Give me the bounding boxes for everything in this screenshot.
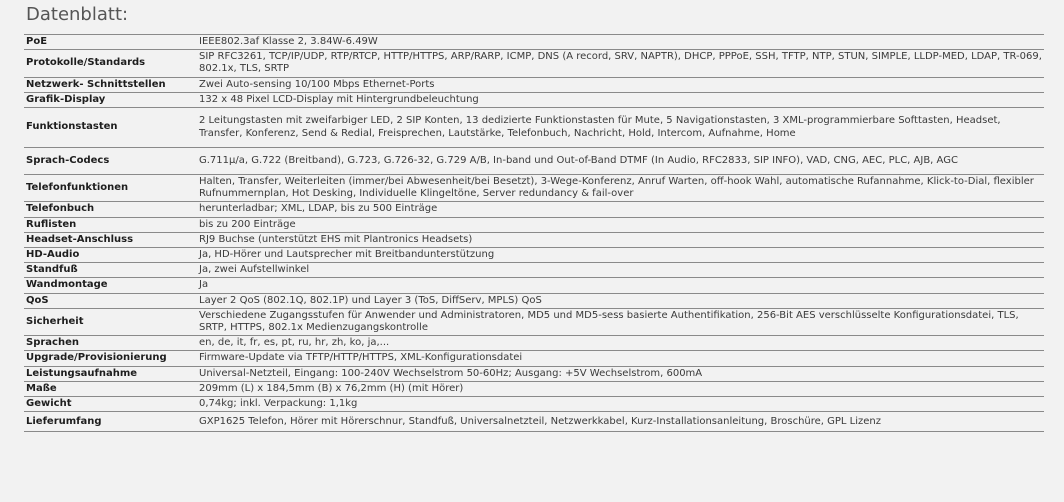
spec-row: [24, 248, 1044, 263]
spec-value: herunterladbar; XML, LDAP, bis zu 500 Einträge: [197, 202, 1044, 217]
spec-key: Sprachen: [24, 336, 197, 351]
spec-row: [24, 92, 1044, 107]
spec-key: Sprach-Codecs: [24, 148, 197, 175]
spec-key: Grafik-Display: [24, 92, 197, 107]
spec-key: Leistungsaufnahme: [24, 366, 197, 381]
spec-row: [24, 381, 1044, 396]
spec-key: Sicherheit: [24, 308, 197, 335]
spec-value: Zwei Auto-sensing 10/100 Mbps Ethernet-Ports: [197, 77, 1044, 92]
datasheet-page: [0, 2, 1064, 502]
spec-row: [24, 366, 1044, 381]
spec-key: Maße: [24, 381, 197, 396]
spec-key: Headset-Anschluss: [24, 232, 197, 247]
spec-value: 209mm (L) x 184,5mm (B) x 76,2mm (H) (mit Hörer): [197, 381, 1044, 396]
spec-value: Ja, zwei Aufstellwinkel: [197, 263, 1044, 278]
spec-value: SIP RFC3261, TCP/IP/UDP, RTP/RTCP, HTTP/HTTPS, ARP/RARP, ICMP, DNS (A record, SRV, NAPTR), DHCP, PPPoE, SSH, TFTP, NTP, STUN, SIMPLE, LLDP-MED, LDAP, TR-069, 802.1x, TLS, SRTP: [197, 50, 1044, 77]
spec-row: [24, 351, 1044, 366]
spec-row: [24, 202, 1044, 217]
spec-row: [24, 336, 1044, 351]
spec-key: Netzwerk- Schnittstellen: [24, 77, 197, 92]
spec-value: 132 x 48 Pixel LCD-Display mit Hintergrundbeleuchtung: [197, 92, 1044, 107]
spec-row: [24, 108, 1044, 148]
spec-row: [24, 148, 1044, 175]
page-title: Datenblatt:: [26, 4, 129, 25]
spec-key: Funktionstasten: [24, 108, 197, 148]
spec-row: [24, 397, 1044, 412]
spec-key: Wandmontage: [24, 278, 197, 293]
spec-key: Upgrade/Provisionierung: [24, 351, 197, 366]
spec-key: Ruflisten: [24, 217, 197, 232]
spec-key: Standfuß: [24, 263, 197, 278]
spec-value: en, de, it, fr, es, pt, ru, hr, zh, ko, ja,...: [197, 336, 1044, 351]
spec-key: Protokolle/Standards: [24, 50, 197, 77]
spec-value: GXP1625 Telefon, Hörer mit Hörerschnur, Standfuß, Universalnetzteil, Netzwerkkabel, Kurz-Installationsanleitung, Broschüre, GPL Lizenz: [197, 412, 1044, 432]
spec-table: [24, 34, 1044, 432]
spec-value: Ja, HD-Hörer und Lautsprecher mit Breitbandunterstützung: [197, 248, 1044, 263]
spec-row: [24, 278, 1044, 293]
spec-value: IEEE802.3af Klasse 2, 3.84W-6.49W: [197, 35, 1044, 50]
spec-row: [24, 217, 1044, 232]
spec-value: 0,74kg; inkl. Verpackung: 1,1kg: [197, 397, 1044, 412]
spec-row: [24, 412, 1044, 432]
spec-row: [24, 293, 1044, 308]
spec-row: [24, 232, 1044, 247]
spec-value: G.711µ/a, G.722 (Breitband), G.723, G.726-32, G.729 A/B, In-band und Out-of-Band DTMF (In Audio, RFC2833, SIP INFO), VAD, CNG, AEC, PLC, AJB, AGC: [197, 148, 1044, 175]
spec-value: Layer 2 QoS (802.1Q, 802.1P) und Layer 3 (ToS, DiffServ, MPLS) QoS: [197, 293, 1044, 308]
spec-row: [24, 50, 1044, 77]
spec-row: [24, 77, 1044, 92]
spec-row: [24, 35, 1044, 50]
spec-value: RJ9 Buchse (unterstützt EHS mit Plantronics Headsets): [197, 232, 1044, 247]
spec-value: 2 Leitungstasten mit zweifarbiger LED, 2 SIP Konten, 13 dedizierte Funktionstasten für Mute, 5 Navigationstasten, 3 XML-programmierbare Softtasten, Headset, Transfer, Konferenz, Send & Redial, Freisprechen, Lautstärke, Telefonbuch, Nachricht, Hold, Intercom, Aufnahme, Home: [197, 108, 1044, 148]
spec-key: PoE: [24, 35, 197, 50]
spec-value: Firmware-Update via TFTP/HTTP/HTTPS, XML-Konfigurationsdatei: [197, 351, 1044, 366]
spec-value: Halten, Transfer, Weiterleiten (immer/bei Abwesenheit/bei Besetzt), 3-Wege-Konferenz, Anruf Warten, off-hook Wahl, automatische Rufannahme, Klick-to-Dial, flexibler Rufnummernplan, Hot Desking, Individuelle Klingeltöne, Server redundancy & fail-over: [197, 175, 1044, 202]
spec-key: Telefonbuch: [24, 202, 197, 217]
spec-row: [24, 175, 1044, 202]
spec-key: Lieferumfang: [24, 412, 197, 432]
spec-value: Ja: [197, 278, 1044, 293]
spec-key: Gewicht: [24, 397, 197, 412]
spec-key: QoS: [24, 293, 197, 308]
spec-value: Verschiedene Zugangsstufen für Anwender und Administratoren, MD5 und MD5-sess basierte Authentifikation, 256-Bit AES verschlüsselte Konfigurationsdatei, TLS, SRTP, HTTPS, 802.1x Medienzugangskontrolle: [197, 308, 1044, 335]
spec-key: Telefonfunktionen: [24, 175, 197, 202]
spec-key: HD-Audio: [24, 248, 197, 263]
spec-row: [24, 263, 1044, 278]
spec-value: Universal-Netzteil, Eingang: 100-240V Wechselstrom 50-60Hz; Ausgang: +5V Wechselstrom, 600mA: [197, 366, 1044, 381]
spec-row: [24, 308, 1044, 335]
spec-value: bis zu 200 Einträge: [197, 217, 1044, 232]
